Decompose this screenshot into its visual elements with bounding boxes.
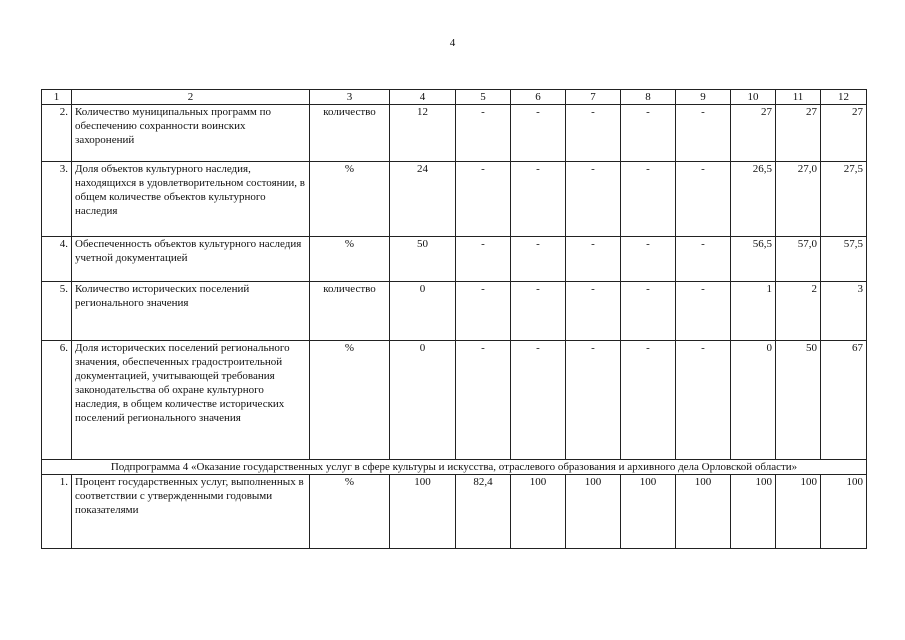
unit-cell: количество (310, 105, 390, 162)
value-cell: - (456, 341, 511, 460)
value-cell: 100 (390, 475, 456, 549)
unit-cell: % (310, 341, 390, 460)
value-cell: 100 (621, 475, 676, 549)
header-cell: 5 (456, 90, 511, 105)
row-number: 4. (42, 237, 72, 282)
value-cell: 57,5 (821, 237, 867, 282)
value-cell: 100 (776, 475, 821, 549)
header-cell: 11 (776, 90, 821, 105)
value-cell: 12 (390, 105, 456, 162)
value-cell: 57,0 (776, 237, 821, 282)
value-cell: 26,5 (731, 162, 776, 237)
value-cell: - (456, 105, 511, 162)
value-cell: 50 (776, 341, 821, 460)
header-row (42, 90, 867, 105)
value-cell: 67 (821, 341, 867, 460)
header-cell: 7 (566, 90, 621, 105)
header-cell: 8 (621, 90, 676, 105)
table-row (42, 105, 867, 162)
value-cell: 27 (776, 105, 821, 162)
value-cell: 0 (390, 282, 456, 341)
value-cell: 100 (511, 475, 566, 549)
unit-cell: количество (310, 282, 390, 341)
table-row (42, 162, 867, 237)
value-cell: - (511, 341, 566, 460)
unit-cell: % (310, 237, 390, 282)
table-row (42, 282, 867, 341)
header-cell: 12 (821, 90, 867, 105)
unit-cell: % (310, 475, 390, 549)
value-cell: - (456, 282, 511, 341)
header-cell: 4 (390, 90, 456, 105)
value-cell: 27 (731, 105, 776, 162)
value-cell: 50 (390, 237, 456, 282)
header-cell: 9 (676, 90, 731, 105)
indicator-name: Количество исторических поселений регионального значения (72, 282, 310, 341)
indicator-name: Обеспеченность объектов культурного наследия учетной документацией (72, 237, 310, 282)
row-number: 2. (42, 105, 72, 162)
row-number: 5. (42, 282, 72, 341)
value-cell: 0 (731, 341, 776, 460)
value-cell: - (621, 341, 676, 460)
value-cell: 27 (821, 105, 867, 162)
indicator-name: Доля объектов культурного наследия, находящихся в удовлетворительном состоянии, в общем количестве объектов культурного наследия (72, 162, 310, 237)
value-cell: 100 (566, 475, 621, 549)
value-cell: - (676, 341, 731, 460)
indicator-name: Количество муниципальных программ по обеспечению сохранности воинских захоронений (72, 105, 310, 162)
subprogram-row (42, 460, 867, 475)
value-cell: - (511, 162, 566, 237)
value-cell: - (511, 237, 566, 282)
value-cell: 1 (731, 282, 776, 341)
value-cell: - (456, 237, 511, 282)
value-cell: - (566, 341, 621, 460)
header-cell: 2 (72, 90, 310, 105)
value-cell: - (621, 282, 676, 341)
value-cell: - (621, 237, 676, 282)
value-cell: - (676, 282, 731, 341)
value-cell: 56,5 (731, 237, 776, 282)
value-cell: 100 (676, 475, 731, 549)
indicator-name: Процент государственных услуг, выполненных в соответствии с утвержденными годовыми показателями (72, 475, 310, 549)
row-number: 6. (42, 341, 72, 460)
subprogram-title: Подпрограмма 4 «Оказание государственных услуг в сфере культуры и искусства, отраслевого образования и архивного дела Орловской области» (42, 460, 867, 475)
value-cell: - (511, 282, 566, 341)
value-cell: 27,0 (776, 162, 821, 237)
value-cell: - (566, 237, 621, 282)
value-cell: 2 (776, 282, 821, 341)
table-row (42, 341, 867, 460)
value-cell: - (456, 162, 511, 237)
row-number: 1. (42, 475, 72, 549)
indicators-table (41, 89, 867, 549)
value-cell: 100 (731, 475, 776, 549)
value-cell: 27,5 (821, 162, 867, 237)
value-cell: 100 (821, 475, 867, 549)
value-cell: - (621, 162, 676, 237)
header-cell: 3 (310, 90, 390, 105)
value-cell: - (566, 282, 621, 341)
value-cell: 82,4 (456, 475, 511, 549)
value-cell: - (676, 237, 731, 282)
value-cell: - (676, 162, 731, 237)
value-cell: - (566, 162, 621, 237)
row-number: 3. (42, 162, 72, 237)
value-cell: 3 (821, 282, 867, 341)
unit-cell: % (310, 162, 390, 237)
header-cell: 10 (731, 90, 776, 105)
table-row (42, 475, 867, 549)
value-cell: - (621, 105, 676, 162)
header-cell: 1 (42, 90, 72, 105)
value-cell: - (566, 105, 621, 162)
value-cell: 24 (390, 162, 456, 237)
page-number: 4 (449, 37, 456, 49)
table-row (42, 237, 867, 282)
value-cell: 0 (390, 341, 456, 460)
indicator-name: Доля исторических поселений регионального значения, обеспеченных градостроительной документацией, учитывающей требования законодательства об охране культурного наследия, в общем количестве исторических поселений регионального значения (72, 341, 310, 460)
value-cell: - (676, 105, 731, 162)
header-cell: 6 (511, 90, 566, 105)
value-cell: - (511, 105, 566, 162)
